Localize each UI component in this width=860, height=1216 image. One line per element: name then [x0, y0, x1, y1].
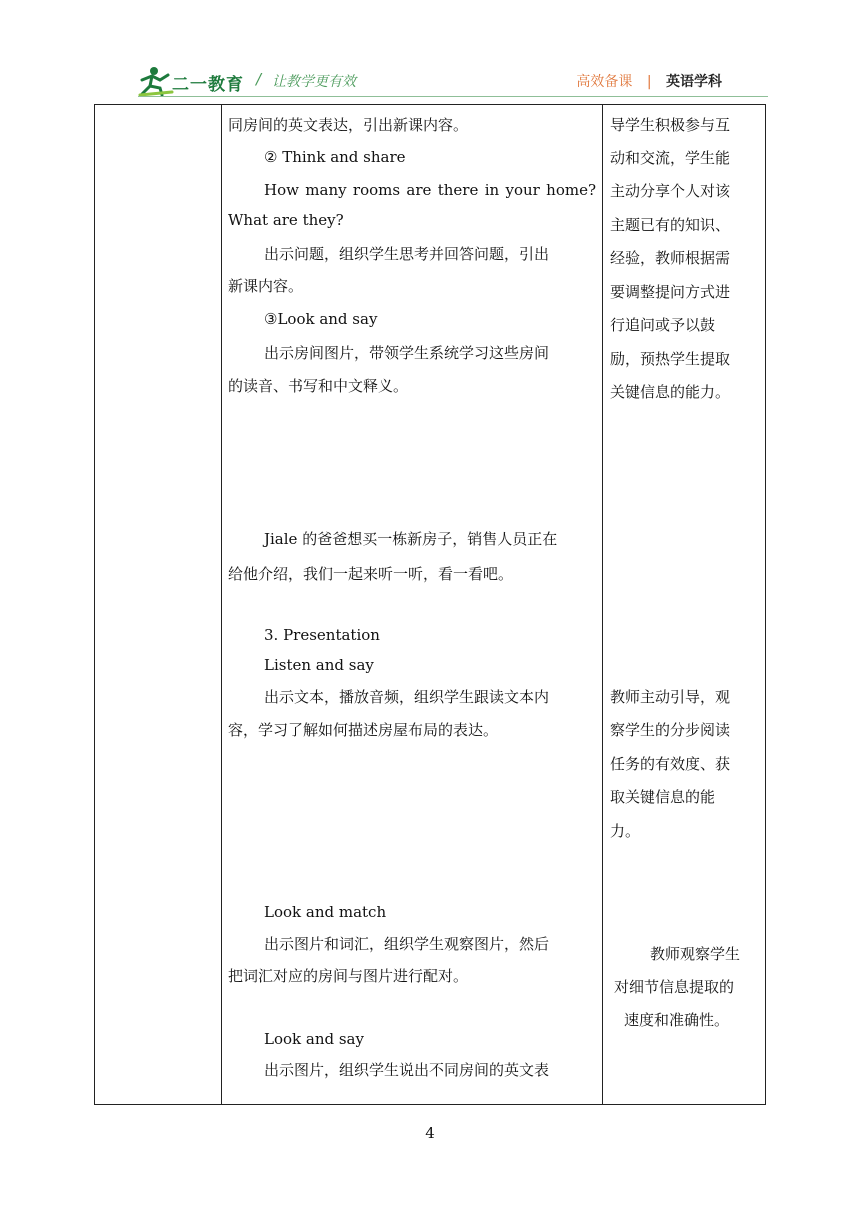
middle-text-line: 出示问题，组织学生思考并回答问题，引出: [264, 245, 550, 263]
logo-text: 二一教育: [172, 75, 244, 95]
right-text-line: 教师观察学生: [650, 945, 741, 963]
right-text-line: 取关键信息的能: [610, 788, 716, 806]
middle-text-line: 的读音、书写和中文释义。: [228, 377, 409, 395]
middle-text-line: 出示房间图片，带领学生系统学习这些房间: [264, 344, 550, 362]
right-text-line: 力。: [610, 822, 641, 840]
right-text-line: 动和交流，学生能: [610, 149, 731, 167]
middle-text-line: ② Think and share: [264, 148, 406, 166]
right-text-line: 主题已有的知识、: [610, 216, 731, 234]
right-text-line: 要调整提问方式进: [610, 283, 731, 301]
middle-text-line: ③Look and say: [264, 310, 378, 328]
right-text-line: 速度和准确性。: [624, 1011, 730, 1029]
right-text-line: 行追问或予以鼓: [610, 316, 716, 334]
header-separator: |: [646, 74, 652, 90]
middle-text-line: Jiale 的爸爸想买一栋新房子，销售人员正在: [264, 530, 558, 548]
middle-text-line: 给他介绍，我们一起来听一听，看一看吧。: [228, 565, 514, 583]
header-right: [576, 71, 722, 91]
header-divider: [138, 96, 768, 97]
right-text-line: 主动分享个人对该: [610, 182, 731, 200]
header-accent: 高效备课: [576, 74, 633, 90]
middle-text-line: What are they?: [228, 211, 344, 229]
middle-text-line: 出示文本，播放音频，组织学生跟读文本内: [264, 688, 550, 706]
right-text-line: 导学生积极参与互: [610, 116, 731, 134]
page-number: 4: [425, 1124, 435, 1142]
slogan: 让教学更有效: [272, 74, 356, 90]
middle-text-line: 3. Presentation: [264, 626, 380, 644]
header-subject: 英语学科: [666, 74, 722, 90]
right-text-line: 关键信息的能力。: [610, 383, 731, 401]
column-divider-1: [221, 105, 222, 1104]
column-divider-2: [602, 105, 603, 1104]
right-text-line: 任务的有效度、获: [610, 755, 731, 773]
right-text-line: 教师主动引导，观: [610, 688, 731, 706]
page-header: [0, 0, 860, 104]
right-text-line: 察学生的分步阅读: [610, 721, 731, 739]
right-text-line: 励，预热学生提取: [610, 350, 731, 368]
slogan-divider: /: [256, 70, 262, 88]
middle-text-line: Look and match: [264, 903, 387, 921]
middle-text-line: 同房间的英文表达，引出新课内容。: [228, 116, 469, 134]
right-text-line: 经验，教师根据需: [610, 249, 731, 267]
middle-text-line: 出示图片和词汇，组织学生观察图片，然后: [264, 935, 550, 953]
right-text-line: 对细节信息提取的: [614, 978, 735, 996]
middle-text-line: 把词汇对应的房间与图片进行配对。: [228, 967, 469, 985]
middle-text-line: 新课内容。: [228, 277, 304, 295]
middle-text-line: Look and say: [264, 1030, 364, 1048]
middle-text-line: How many rooms are there in your home?: [264, 181, 596, 199]
middle-text-line: 容，学习了解如何描述房屋布局的表达。: [228, 721, 499, 739]
middle-text-line: Listen and say: [264, 656, 374, 674]
middle-text-line: 出示图片，组织学生说出不同房间的英文表: [264, 1061, 550, 1079]
